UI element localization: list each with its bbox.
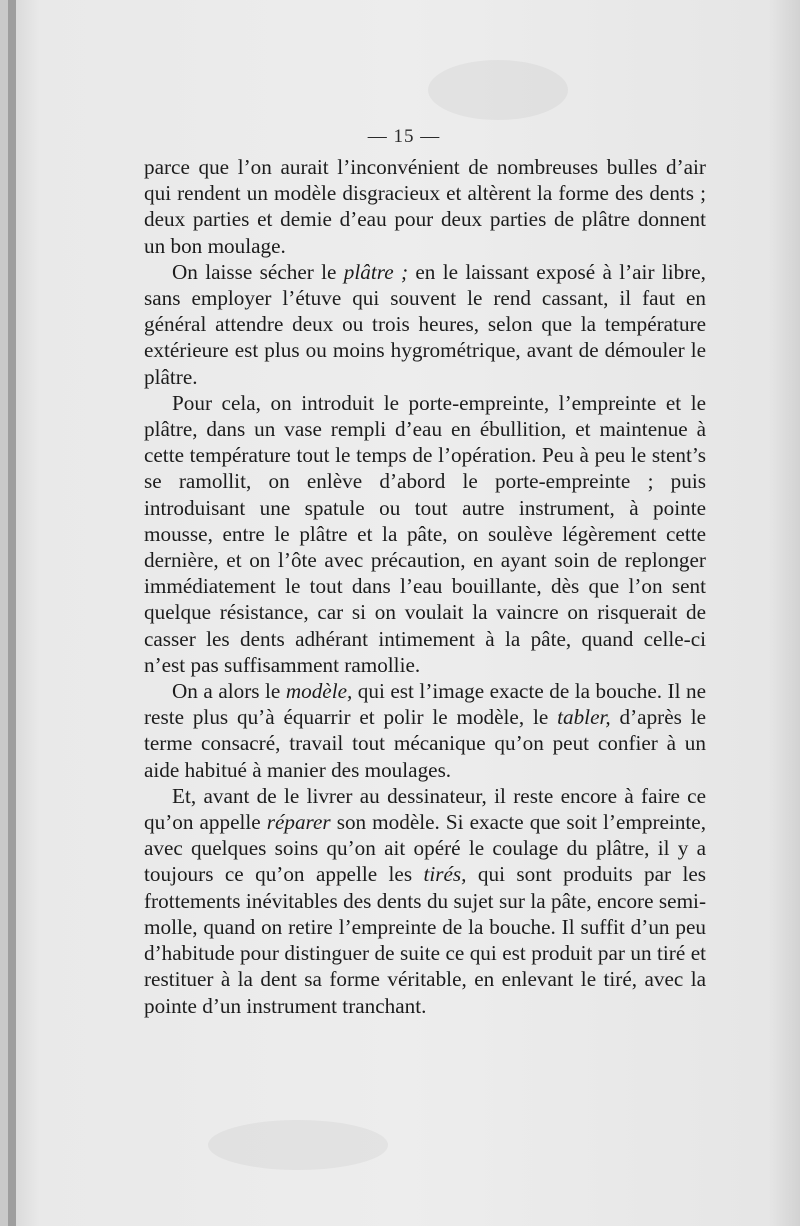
body-text <box>144 154 706 1019</box>
text-run: Et, avant de le livrer au dessinateur, il reste encore à faire ce qu’on appelle <box>144 783 706 835</box>
text-run: d’après le terme consacré, travail tout mécanique qu’on peut confier à un aide habitué à manier des moulages. <box>144 705 706 782</box>
text-run: en le laissant exposé à l’air libre, sans employer l’étuve qui souvent le rend cassant, il faut en général attendre deux ou trois heures, selon que la température extérieure est plus ou moins hygrométrique, avant de démouler le plâtre. <box>144 259 706 389</box>
paragraph <box>144 678 706 783</box>
italic-term: tirés, <box>423 862 467 887</box>
text-run: qui sont produits par les frottements inévitables des dents du sujet sur la pâte, encore semi-molle, quand on retire l’empreinte de la bouche. Il suffit d’un peu d’habitude pour distinguer de suite ce qui est produit par un tiré et restituer à la dent sa forme véritable, en enlevant le tiré, avec la pointe d’un instrument tranchant. <box>144 862 706 1018</box>
italic-term: plâtre ; <box>343 259 409 284</box>
italic-term: tabler, <box>557 705 611 730</box>
paper-stain <box>428 60 568 120</box>
text-run: Pour cela, on introduit le porte-empreinte, l’empreinte et le plâtre, dans un vase rempli d’eau en ébullition, et maintenue à cette température tout le temps de l’opération. Peu à peu le stent’s se ramollit, on enlève d’abord le porte-empreinte ; puis introduisant une spatule ou tout autre instrument, à pointe mousse, entre le plâtre et la pâte, on soulève légèrement cette dernière, et on l’ôte avec précaution, en ayant soin de replonger immédiatement le tout dans l’eau bouillante, dès que l’on sent quelque résistance, car si on voulait la vaincre on risquerait de casser les dents adhérant intimement à la pâte, quand celle-ci n’est pas suffisamment ramollie. <box>144 390 706 677</box>
paragraph <box>144 390 706 678</box>
page-binding-edge <box>8 0 16 1226</box>
paragraph <box>144 259 706 390</box>
text-run: son modèle. Si exacte que soit l’empreinte, avec quelques soins qu’on ait opéré le coulage du plâtre, il y a toujours ce qu’on appelle les <box>144 810 706 887</box>
paragraph <box>144 783 706 1019</box>
italic-term: réparer <box>266 810 331 835</box>
text-run: On laisse sécher le <box>172 259 344 284</box>
paper-stain <box>208 1120 388 1170</box>
text-run: parce que l’on aurait l’inconvénient de nombreuses bulles d’air qui rendent un modèle disgracieux et altèrent la forme des dents ; deux parties et demie d’eau pour deux parties de plâtre donnent un bon moulage. <box>144 155 706 258</box>
text-run: qui est l’image exacte de la bouche. Il ne reste plus qu’à équarrir et polir le modèle, le <box>144 679 706 730</box>
book-page <box>8 0 800 1226</box>
italic-term: modèle, <box>285 679 353 704</box>
paragraph <box>144 154 706 259</box>
text-run: On a alors le <box>172 679 286 704</box>
page-number: — 15 — <box>367 126 441 147</box>
